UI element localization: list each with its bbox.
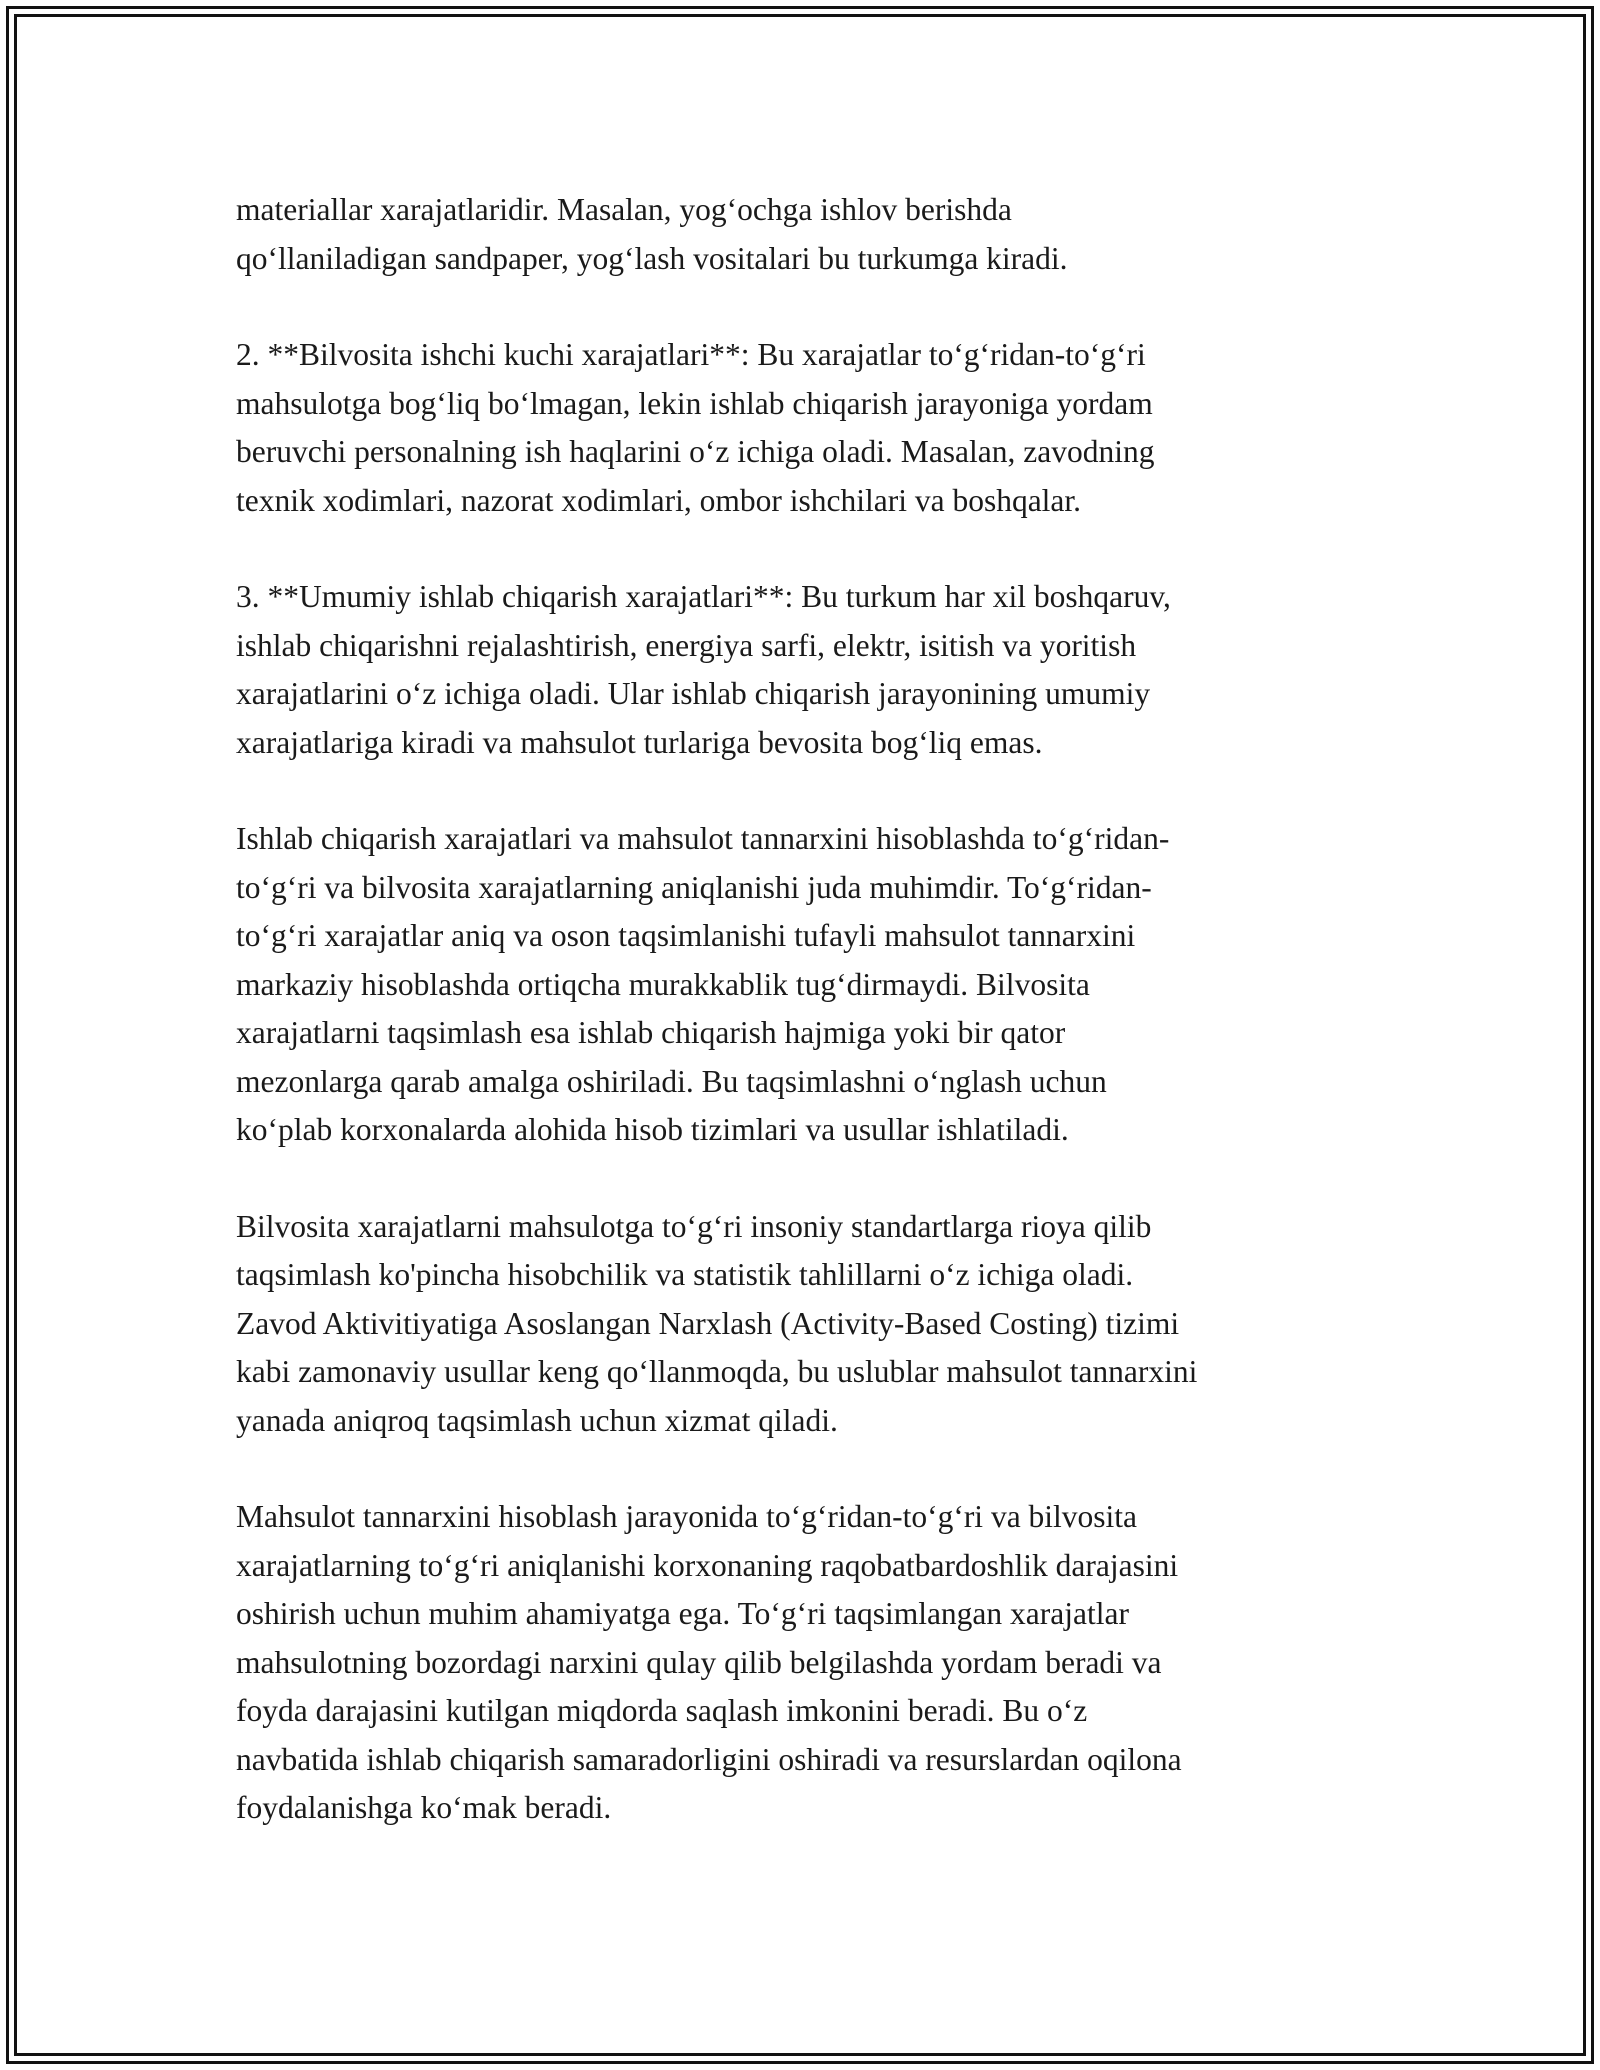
paragraph-activity-based-costing	[236, 1203, 1366, 1446]
paragraph-materials-continuation	[236, 186, 1366, 283]
text-line: xarajatlarini o‘z ichiga oladi. Ular ishlab chiqarish jarayonining umumiy	[236, 676, 1151, 711]
paragraph-cost-calculation	[236, 815, 1366, 1155]
paragraph-general-production-costs	[236, 573, 1366, 767]
text-line: mezonlarga qarab amalga oshiriladi. Bu taqsimlashni o‘nglash uchun	[236, 1063, 1107, 1099]
paragraph-indirect-labor	[236, 331, 1366, 525]
text-line: oshirish uchun muhim ahamiyatga ega. To‘g‘ri taqsimlangan xarajatlar	[236, 1596, 1129, 1631]
text-line: kabi zamonaviy usullar keng qo‘llanmoqda, bu uslublar mahsulot tannarxini	[236, 1354, 1198, 1389]
text-line: xarajatlarning to‘g‘ri aniqlanishi korxonaning raqobatbardoshlik darajasini	[236, 1547, 1179, 1583]
text-line: navbatida ishlab chiqarish samaradorligini oshiradi va resurslardan oqilona	[236, 1741, 1182, 1777]
text-line: 3. **Umumiy ishlab chiqarish xarajatlari**: Bu turkum har xil boshqaruv,	[236, 579, 1171, 614]
text-line: markaziy hisoblashda ortiqcha murakkablik tug‘dirmaydi. Bilvosita	[236, 966, 1090, 1002]
text-line: Bilvosita xarajatlarni mahsulotga to‘g‘ri insoniy standartlarga rioya qilib	[236, 1208, 1152, 1244]
text-line: materiallar xarajatlaridir. Masalan, yog‘ochga ishlov berishda	[236, 192, 1012, 227]
text-line: yanada aniqroq taqsimlash uchun xizmat qiladi.	[236, 1402, 838, 1438]
text-line: xarajatlariga kiradi va mahsulot turlariga bevosita bog‘liq emas.	[236, 724, 1043, 760]
text-line: xarajatlarni taqsimlash esa ishlab chiqarish hajmiga yoki bir qator	[236, 1015, 1066, 1050]
text-line: texnik xodimlari, nazorat xodimlari, ombor ishchilari va boshqalar.	[236, 482, 1082, 518]
text-line: taqsimlash ko'pincha hisobchilik va statistik tahlillarni o‘z ichiga oladi.	[236, 1257, 1134, 1292]
text-line: foydalanishga ko‘mak beradi.	[236, 1790, 612, 1825]
text-line: ishlab chiqarishni rejalashtirish, energiya sarfi, elektr, isitish va yoritish	[236, 627, 1137, 663]
text-line: mahsulotga bog‘liq bo‘lmagan, lekin ishlab chiqarish jarayoniga yordam	[236, 385, 1153, 421]
text-line: to‘g‘ri va bilvosita xarajatlarning aniqlanishi juda muhimdir. To‘g‘ridan-	[236, 869, 1152, 905]
text-line: mahsulotning bozordagi narxini qulay qilib belgilashda yordam beradi va	[236, 1644, 1162, 1680]
text-line: 2. **Bilvosita ishchi kuchi xarajatlari**: Bu xarajatlar to‘g‘ridan-to‘g‘ri	[236, 337, 1146, 372]
text-line: beruvchi personalning ish haqlarini o‘z ichiga oladi. Masalan, zavodning	[236, 434, 1155, 469]
text-line: qo‘llaniladigan sandpaper, yog‘lash vositalari bu turkumga kiradi.	[236, 240, 1068, 276]
text-line: ko‘plab korxonalarda alohida hisob tizimlari va usullar ishlatiladi.	[236, 1112, 1069, 1147]
paragraph-competitiveness	[236, 1493, 1366, 1833]
text-line: to‘g‘ri xarajatlar aniq va oson taqsimlanishi tufayli mahsulot tannarxini	[236, 918, 1136, 953]
text-line: Mahsulot tannarxini hisoblash jarayonida to‘g‘ridan-to‘g‘ri va bilvosita	[236, 1499, 1138, 1534]
text-line: Zavod Aktivitiyatiga Asoslangan Narxlash (Activity-Based Costing) tizimi	[236, 1305, 1180, 1341]
document-body	[236, 186, 1366, 1881]
text-line: foyda darajasini kutilgan miqdorda saqlash imkonini beradi. Bu o‘z	[236, 1693, 1088, 1728]
text-line: Ishlab chiqarish xarajatlari va mahsulot tannarxini hisoblashda to‘g‘ridan-	[236, 821, 1170, 856]
